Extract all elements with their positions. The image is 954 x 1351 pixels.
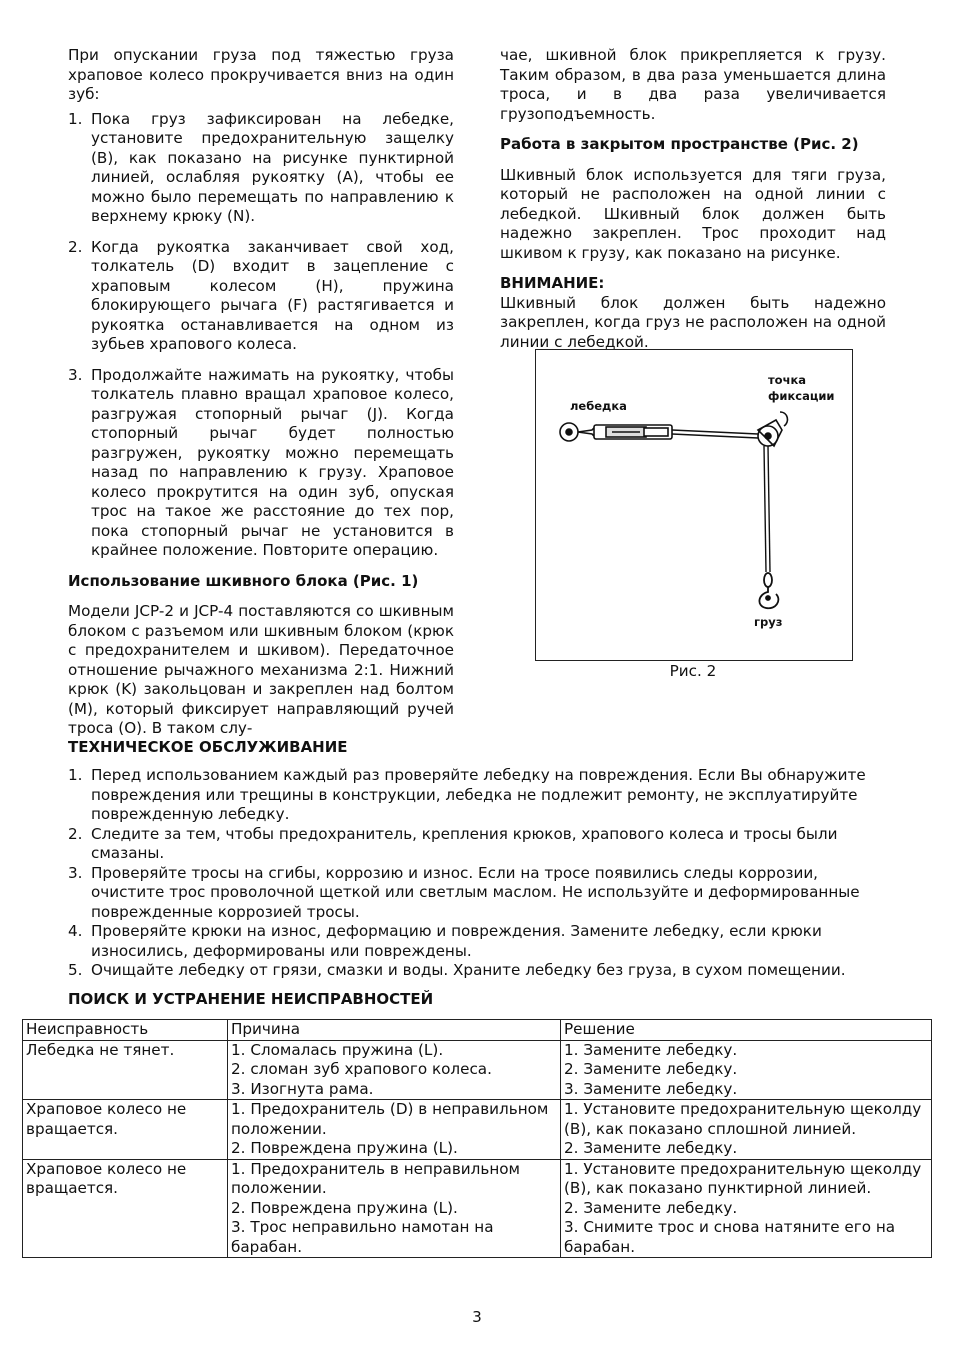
list-item: [68, 110, 454, 227]
list-item-text: Проверяйте крюки на износ, деформацию и повреждения. Замените лебедку, если крюки износились, деформированы или повреждены.: [91, 922, 822, 960]
solution-line: 3. Снимите трос и снова натяните его на барабан.: [564, 1218, 896, 1256]
winch-icon: [560, 423, 672, 441]
attention-heading: ВНИМАНИЕ:: [500, 274, 605, 292]
table-row: [23, 1100, 932, 1160]
attention-paragraph: Шкивный блок должен быть надежно закреплен, когда груз не расположен на одной линии с лебедкой.: [500, 293, 886, 351]
left-column: [68, 46, 454, 739]
list-number: 2.: [68, 237, 83, 256]
list-item-text: Пока груз зафиксирован на лебедке, установите предохранительную защелку (B), как показано на рисунке пунктирной линией, ослабляя рукоятку (A), чтобы ее можно было перемещать по направлению к верхнему крюку (N).: [91, 109, 454, 225]
figure-caption: Рис. 2: [669, 662, 717, 680]
solution-cell: [561, 1100, 932, 1160]
pulley-paragraph: Модели JCP-2 и JCP-4 поставляются со шкивным блоком с разъемом или шкивным блоком (крюк с предохранителем и шкивом). Передаточное отношение рычажного механизма 2:1. Нижний крюк (K) закольцован и закреплен над болтом (M), который фиксирует направляющий ручей троса (O). В таком слу-: [68, 602, 454, 737]
list-item-text: Проверяйте тросы на сгибы, коррозию и износ. Если на тросе появились следы коррозии, очистите трос проволочной щеткой или светлым маслом. Не используйте и деформированные поврежденные коррозией тросы.: [91, 863, 860, 921]
enclosed-space-heading: Работа в закрытом пространстве (Рис. 2): [500, 135, 859, 153]
cause-cell: [228, 1100, 561, 1160]
cause-line: 3. Трос неправильно намотан на барабан.: [231, 1218, 494, 1256]
column-header-solution: Решение: [561, 1020, 932, 1041]
cause-line: 1. Предохранитель в неправильном положении.: [231, 1159, 521, 1197]
solution-line: 2. Замените лебедку.: [564, 1139, 738, 1157]
table-header-row: [23, 1020, 932, 1041]
troubleshooting-table: [22, 1019, 932, 1258]
list-item: [68, 238, 454, 355]
fixation-point-label-line2: фиксации: [768, 389, 835, 403]
list-item: [68, 961, 888, 981]
continuation-paragraph: чае, шкивной блок прикрепляется к грузу. Таким образом, в два раза уменьшается длина троса, и в два раза увеличивается грузоподъемность.: [500, 46, 886, 123]
list-item: [68, 825, 888, 864]
list-item: [68, 766, 888, 825]
list-number: 1.: [68, 109, 83, 128]
list-number: 2.: [68, 824, 83, 843]
list-number: 5.: [68, 961, 83, 979]
solution-cell: [561, 1159, 932, 1258]
solution-line: 1. Установите предохранительную щеколду (B), как показано пунктирной линией.: [564, 1159, 922, 1197]
list-item-text: Следите за тем, чтобы предохранитель, крепления крюков, храпового колеса и тросы были смазаны.: [91, 824, 838, 862]
cause-line: 3. Изогнута рама.: [231, 1079, 374, 1098]
winch-label: лебедка: [570, 399, 627, 413]
column-header-fault: Неисправность: [23, 1020, 228, 1041]
list-item-text: Когда рукоятка заканчивает свой ход, толкатель (D) входит в зацепление с храповым колесом (H), пружина блокирующего рычага (F) растягивается и рукоятка останавливается на одном из зубьев храпового колеса.: [91, 237, 454, 353]
load-label: груз: [754, 615, 783, 629]
table-row: [23, 1040, 932, 1100]
cause-line: 1. Предохранитель (D) в неправильном положении.: [231, 1100, 549, 1138]
enclosed-space-paragraph: Шкивный блок используется для тяги груза, который не расположен на одной линии с лебедкой. Шкивный блок должен быть надежно закреплен. Трос проходит над шкивом к грузу, как показано на рисунке.: [500, 165, 886, 262]
list-item: [68, 864, 888, 923]
lowering-steps-list: [68, 110, 454, 561]
right-column: [500, 46, 886, 352]
cause-cell: [228, 1040, 561, 1100]
fault-cell: Храповое колесо не вращается.: [23, 1159, 228, 1258]
intro-paragraph: При опускании груза под тяжестью груза храповое колесо прокручивается вниз на один зуб:: [68, 46, 454, 103]
pulley-diagram: [536, 350, 852, 660]
cable-vertical: [764, 446, 770, 572]
list-number: 3.: [68, 365, 83, 384]
maintenance-list: [68, 766, 888, 981]
fault-cell: Храповое колесо не вращается.: [23, 1100, 228, 1160]
load-hook-icon: [759, 573, 778, 608]
list-item-text: Перед использованием каждый раз проверяйте лебедку на повреждения. Если Вы обнаружите повреждения или трещины в конструкции, лебедка не подлежит ремонту, не эксплуатируйте поврежденную лебедку.: [91, 766, 866, 823]
pulley-diagram-figure: [535, 349, 853, 661]
column-header-cause: Причина: [228, 1020, 561, 1041]
pulley-block-icon: [758, 412, 787, 446]
fault-cell: Лебедка не тянет.: [23, 1040, 228, 1100]
cause-line: 2. Повреждена пружина (L).: [231, 1198, 458, 1217]
maintenance-heading: ТЕХНИЧЕСКОЕ ОБСЛУЖИВАНИЕ: [68, 738, 348, 756]
solution-line: 1. Установите предохранительную щеколду (B), как показано сплошной линией.: [564, 1100, 922, 1138]
list-item: [68, 922, 888, 961]
pulley-heading: Использование шкивного блока (Рис. 1): [68, 571, 419, 590]
list-item-text: Продолжайте нажимать на рукоятку, чтобы толкатель плавно вращал храповое колесо, разгружая стопорный рычаг (J). Когда стопорный рычаг будет полностью разгружен, рукоятку можно перемещать назад по направлению к грузу. Храповое колесо прокрутится на один зуб, опуская трос на такое же расстояние до тех пор, пока стопорный рычаг не установится в крайнее положение. Повторите операцию.: [91, 365, 454, 559]
troubleshooting-heading: ПОИСК И УСТРАНЕНИЕ НЕИСПРАВНОСТЕЙ: [68, 990, 434, 1008]
cause-line: 2. сломан зуб храпового колеса.: [231, 1060, 492, 1078]
solution-line: 2. Замените лебедку.: [564, 1198, 738, 1217]
solution-cell: [561, 1040, 932, 1100]
list-number: 3.: [68, 863, 83, 882]
solution-line: 2. Замените лебедку.: [564, 1060, 738, 1078]
solution-line: 1. Замените лебедку.: [564, 1040, 738, 1059]
cause-cell: [228, 1159, 561, 1258]
table-row: [23, 1159, 932, 1258]
list-number: 1.: [68, 766, 83, 784]
solution-line: 3. Замените лебедку.: [564, 1079, 738, 1098]
cause-line: 2. Повреждена пружина (L).: [231, 1139, 458, 1157]
cable-horizontal: [672, 430, 758, 438]
fixation-point-label-line1: точка: [768, 373, 807, 387]
list-item-text: Очищайте лебедку от грязи, смазки и воды. Храните лебедку без груза, в сухом помещении.: [91, 961, 846, 979]
list-item: [68, 366, 454, 561]
cause-line: 1. Сломалась пружина (L).: [231, 1040, 444, 1059]
page-number: 3: [472, 1308, 482, 1326]
list-number: 4.: [68, 922, 83, 940]
